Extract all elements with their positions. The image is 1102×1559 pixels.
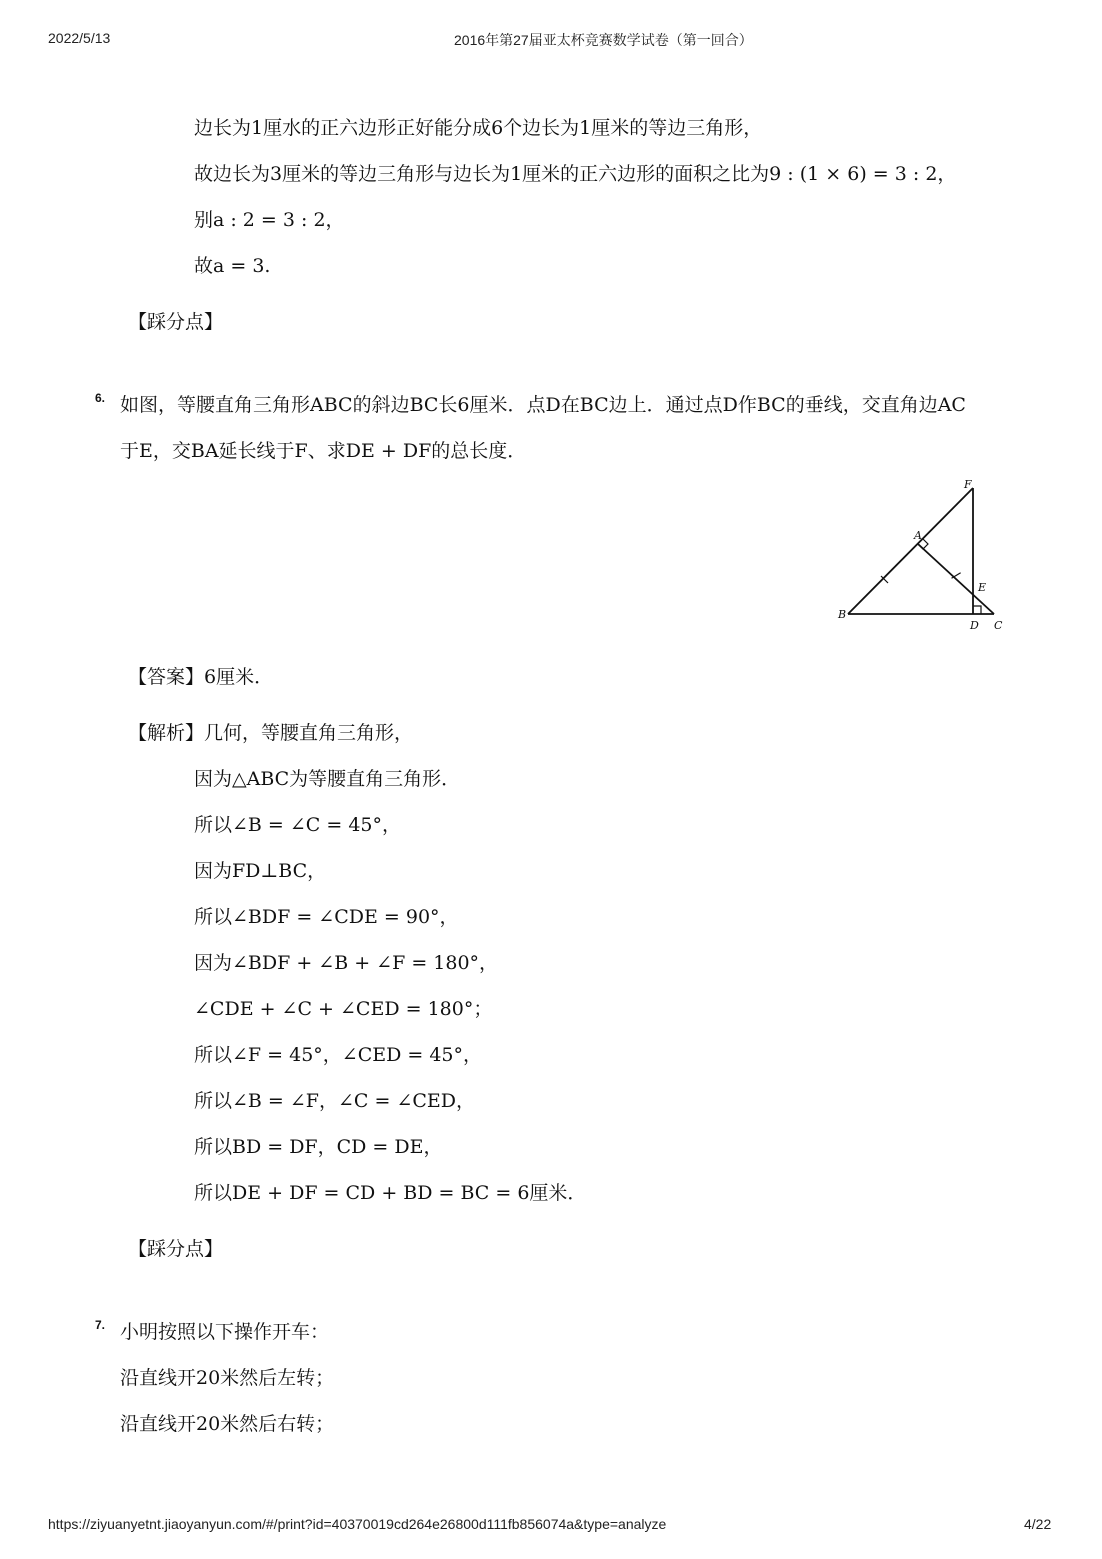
q5-line-1: 边长为1厘水的正六边形正好能分成6个边长为1厘米的等边三角形， — [194, 117, 763, 139]
analysis-line-6: ∠CDE + ∠C + ∠CED = 180°； — [194, 998, 493, 1020]
analysis-line-7: 所以∠F = 45°，∠CED = 45°， — [194, 1044, 483, 1066]
analysis-line-4: 所以∠BDF = ∠CDE = 90°， — [194, 906, 459, 928]
q7-line-3: 沿直线开20米然后右转； — [120, 1413, 335, 1435]
q7-line-2: 沿直线开20米然后左转； — [120, 1367, 335, 1389]
q6-analysis-row — [128, 720, 413, 746]
analysis-line-9: 所以BD = DF，CD = DE， — [194, 1136, 443, 1158]
segment-ac — [918, 544, 994, 614]
analysis-line-10: 所以DE + DF = CD + BD = BC = 6厘米． — [194, 1182, 587, 1204]
segment-bf — [848, 488, 973, 614]
label-f: F — [964, 478, 972, 491]
answer-label: 【答案】 — [128, 666, 205, 688]
label-b: B — [838, 608, 847, 621]
right-angle-mark-d — [973, 606, 981, 614]
q7-line-1: 小明按照以下操作开车： — [120, 1321, 330, 1343]
q5-line-4: 故a = 3. — [194, 255, 271, 277]
q5-line-2: 故边长为3厘米的等边三角形与边长为1厘米的正六边形的面积之比为9 : (1 × 6) = 3 : 2， — [194, 163, 957, 185]
header-date: 2022/5/13 — [48, 30, 111, 46]
q7-number: 7. — [95, 1318, 106, 1332]
analysis-line-1: 因为△ABC为等腰直角三角形． — [194, 768, 461, 790]
answer-value: 6厘米． — [204, 666, 274, 688]
analysis-line-3: 因为FD⊥BC， — [194, 860, 327, 882]
analysis-label: 【解析】 — [128, 722, 205, 744]
analysis-line-2: 所以∠B = ∠C = 45°， — [194, 814, 402, 836]
analysis-intro: 几何，等腰直角三角形， — [204, 722, 414, 744]
footer-url[interactable]: https://ziyuanyetnt.jiaoyanyun.com/#/print?id=40370019cd264e26800d111fb856074a&type=analyze — [48, 1516, 667, 1532]
label-c: C — [994, 619, 1003, 632]
q6-text-line-1: 如图，等腰直角三角形ABC的斜边BC长6厘米．点D在BC边上．通过点D作BC的垂线，交直角边AC — [120, 394, 966, 416]
footer-page-number: 4/22 — [1024, 1516, 1052, 1532]
q6-number: 6. — [95, 391, 106, 405]
analysis-line-8: 所以∠B = ∠F，∠C = ∠CED， — [194, 1090, 476, 1112]
q5-points-label: 【踩分点】 — [128, 311, 224, 333]
triangle-figure — [830, 474, 1010, 636]
analysis-line-5: 因为∠BDF + ∠B + ∠F = 180°， — [194, 952, 499, 974]
q6-answer-row — [128, 664, 273, 690]
q6-points-label: 【踩分点】 — [128, 1238, 224, 1260]
label-e: E — [978, 581, 987, 594]
header-title: 2016年第27届亚太杯竞赛数学试卷（第一回合） — [454, 32, 753, 48]
q5-line-3: 别a : 2 = 3 : 2， — [194, 209, 345, 231]
label-a: A — [914, 529, 922, 542]
label-d: D — [970, 619, 979, 632]
q6-text-line-2: 于E，交BA延长线于F、求DE + DF的总长度． — [120, 440, 527, 462]
